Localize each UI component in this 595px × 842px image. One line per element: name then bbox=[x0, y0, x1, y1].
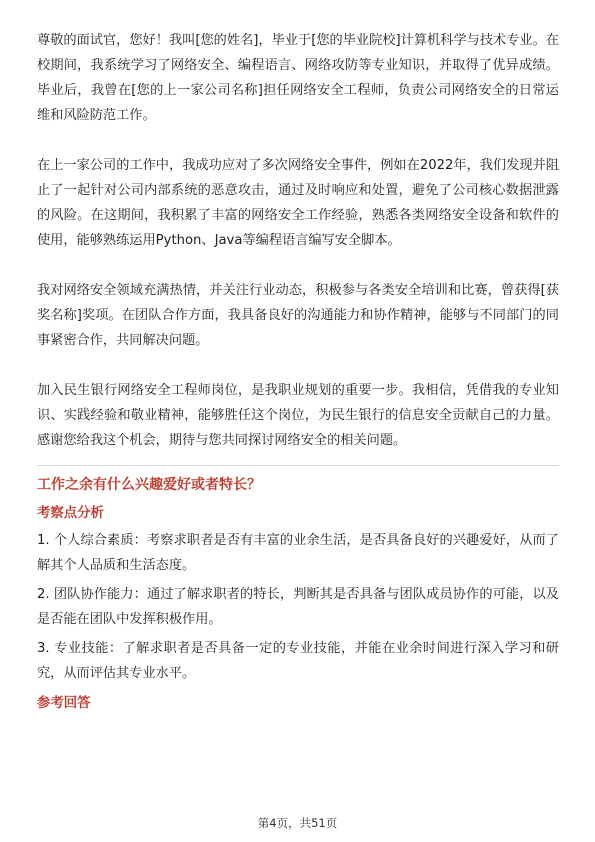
analysis-point: 2. 团队协作能力：通过了解求职者的特长，判断其是否具备与团队成员协作的可能，以及是否能在团队中发挥积极作用。 bbox=[37, 587, 559, 627]
question-title: 工作之余有什么兴趣爱好或者特长？ bbox=[37, 477, 261, 493]
analysis-point: 3. 专业技能：了解求职者是否具备一定的专业技能，并能在业余时间进行深入学习和研究，从而评估其专业水平。 bbox=[37, 641, 559, 681]
paragraph-gap bbox=[37, 353, 559, 378]
page-number: 第4页，共51页 bbox=[257, 816, 338, 830]
paragraph-experience: 在上一家公司的工作中，我成功应对了多次网络安全事件，例如在2022年，我们发现并阻止了一起针对公司内部系统的恶意攻击，通过及时响应和处置，避免了公司核心数据泄露的风险。在这期间，我积累了丰富的网络安全工作经验，熟悉各类网络安全设备和软件的使用，能够熟练运用Python、Java等编程语言编写安全脚本。 bbox=[37, 158, 559, 248]
section-divider bbox=[37, 465, 559, 466]
document-body bbox=[37, 28, 559, 718]
paragraph-passion: 我对网络安全领域充满热情，并关注行业动态，积极参与各类安全培训和比赛，曾获得[获奖名称]奖项。在团队合作方面，我具备良好的沟通能力和协作精神，能够与不同部门的同事紧密合作，共同解决问题。 bbox=[37, 283, 559, 348]
paragraph-gap bbox=[37, 253, 559, 278]
paragraph-closing: 加入民生银行网络安全工程师岗位，是我职业规划的重要一步。我相信，凭借我的专业知识、实践经验和敬业精神，能够胜任这个岗位，为民生银行的信息安全贡献自己的力量。感谢您给我这个机会，期待与您共同探讨网络安全的相关问题。 bbox=[37, 383, 559, 448]
paragraph-gap bbox=[37, 128, 559, 153]
analysis-point: 1. 个人综合素质：考察求职者是否有丰富的业余生活，是否具备良好的兴趣爱好，从而了解其个人品质和生活态度。 bbox=[37, 533, 559, 573]
paragraph-intro: 尊敬的面试官，您好！我叫[您的姓名]，毕业于[您的毕业院校]计算机科学与技术专业。在校期间，我系统学习了网络安全、编程语言、网络攻防等专业知识，并取得了优异成绩。毕业后，我曾在[您的上一家公司名称]担任网络安全工程师，负责公司网络安全的日常运维和风险防范工作。 bbox=[37, 33, 559, 123]
answer-heading: 参考回答 bbox=[37, 696, 91, 711]
analysis-heading: 考察点分析 bbox=[37, 506, 104, 521]
